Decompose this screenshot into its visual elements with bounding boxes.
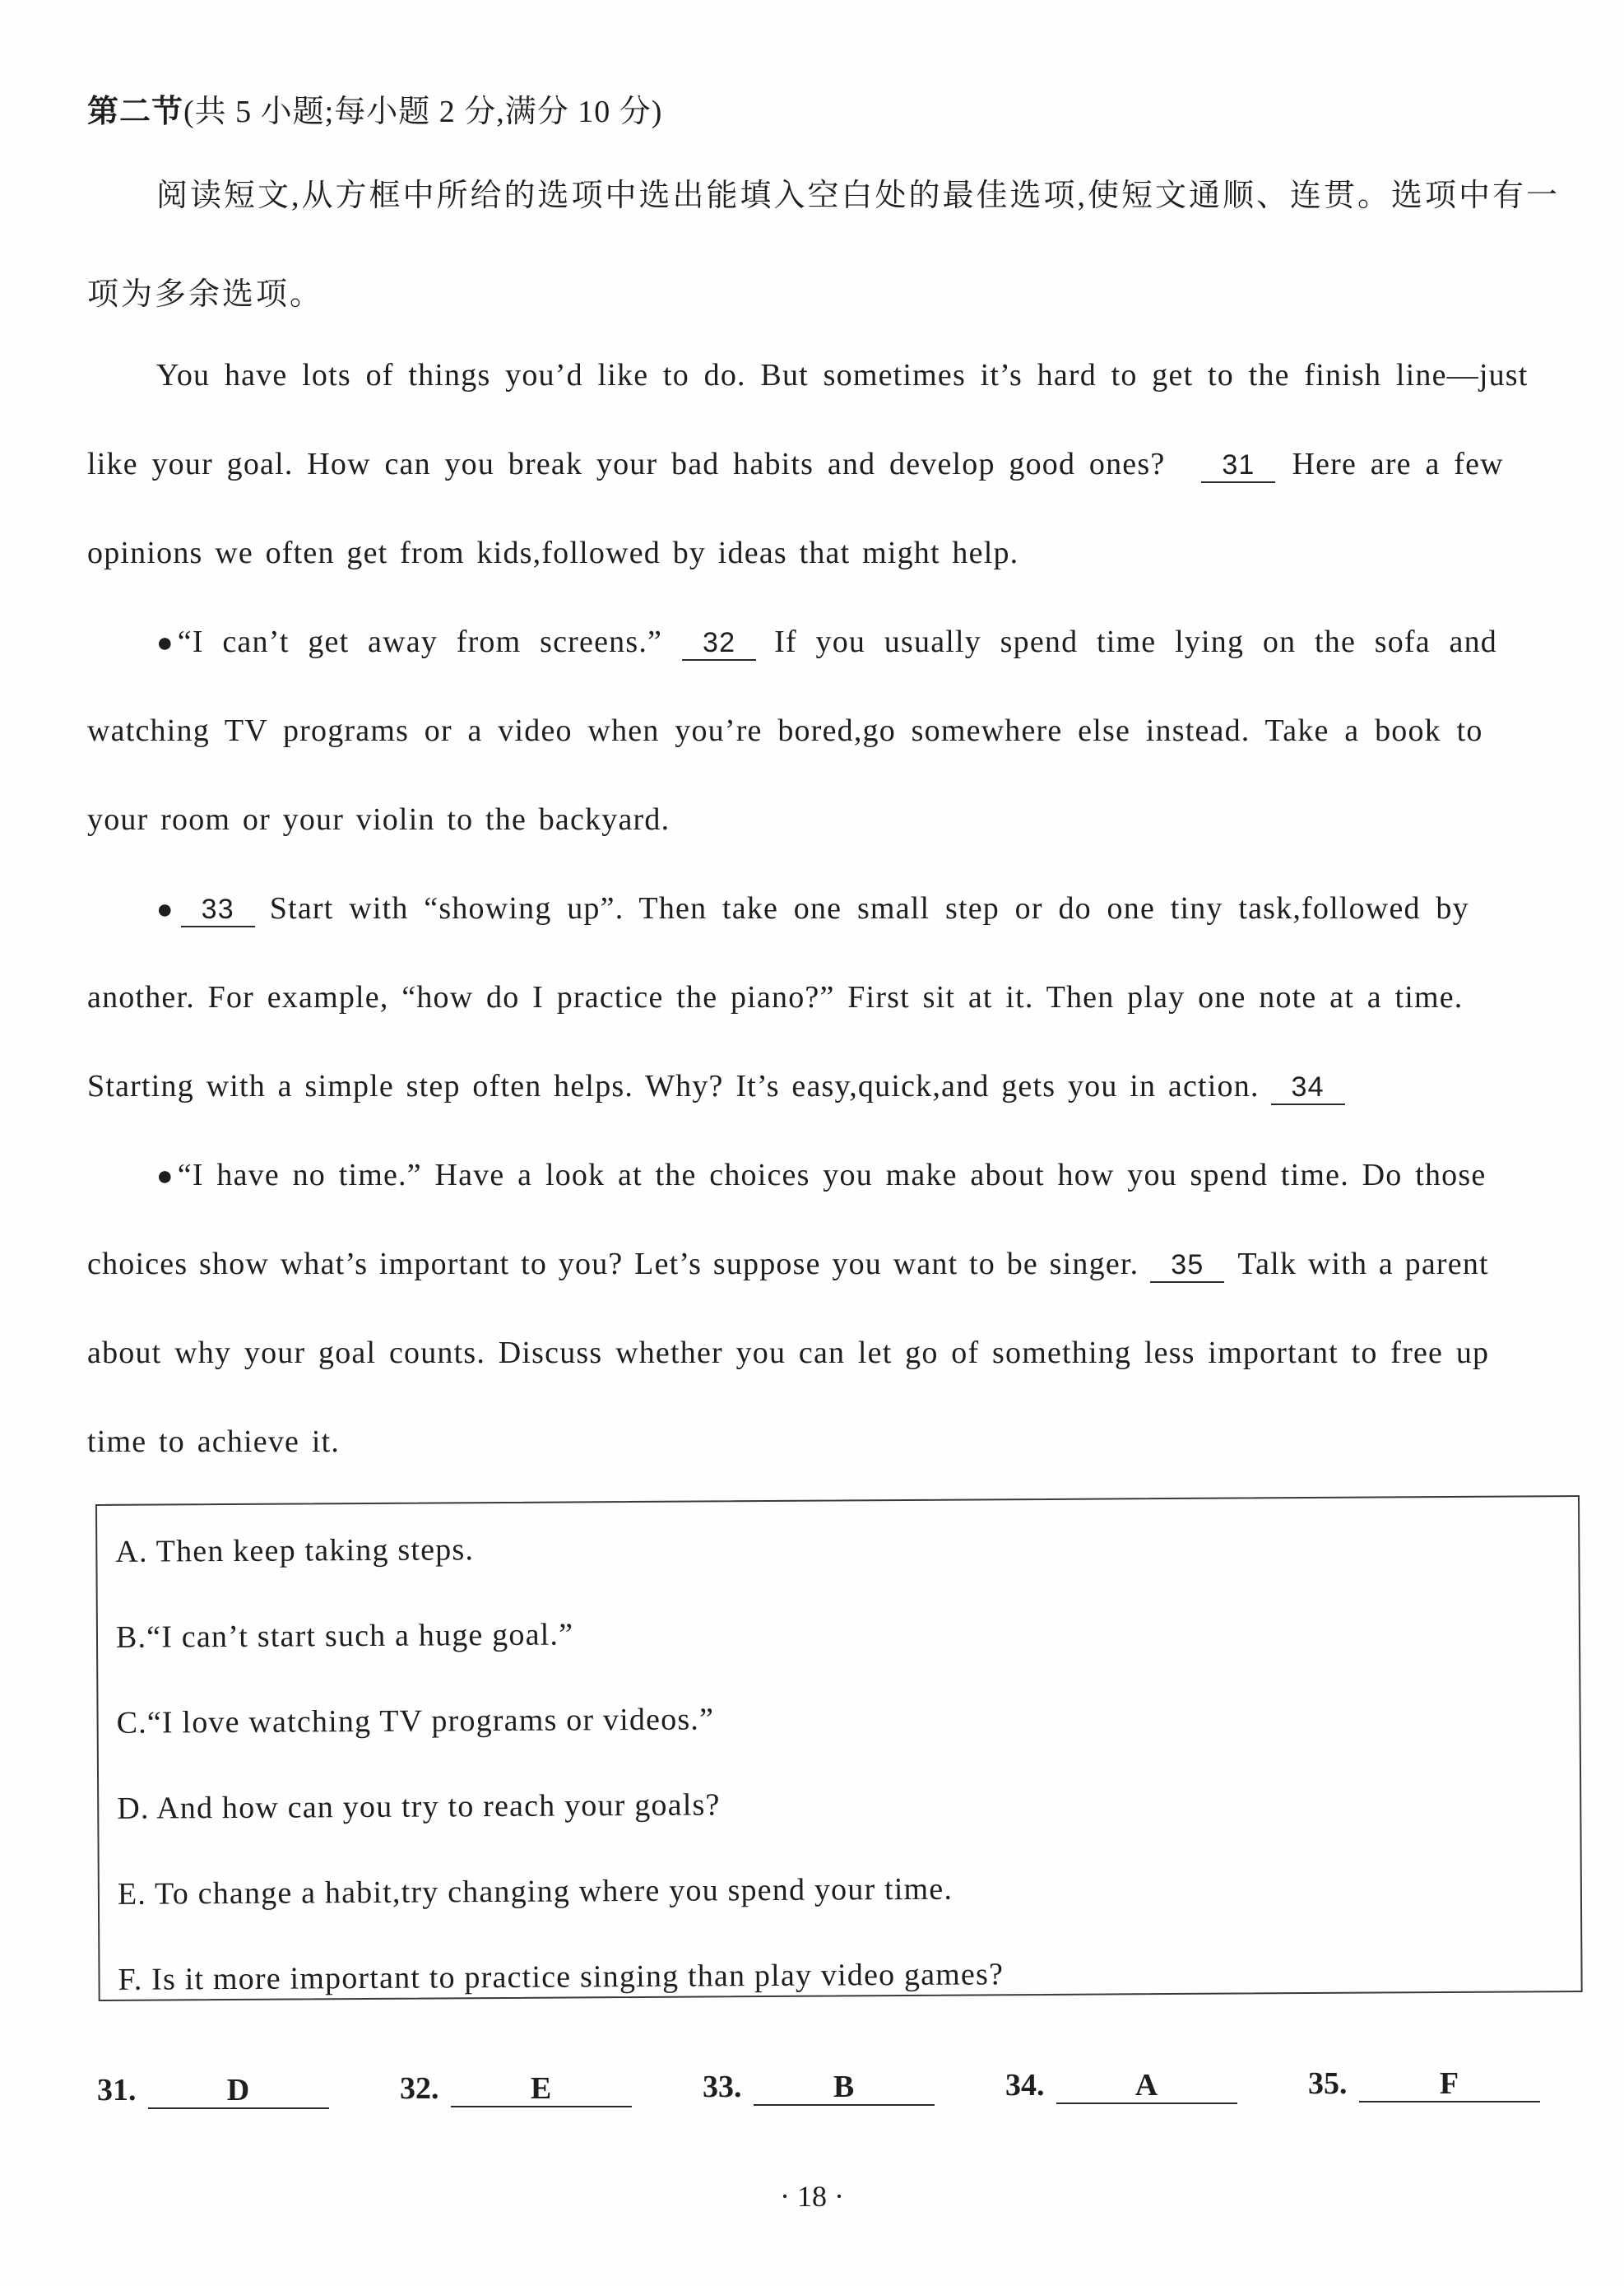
page-number: · 18 ·: [780, 2180, 844, 2213]
bullet-icon: ●: [156, 628, 174, 658]
bullet-icon: ●: [156, 894, 174, 925]
answer-value: F: [1359, 2066, 1540, 2102]
option-f: F. Is it more important to practice singing than play video games?: [118, 1957, 1005, 1997]
passage-text: “I can’t get away from screens.”: [177, 625, 663, 659]
passage-line: [156, 1157, 1486, 1193]
option-d: D. And how can you try to reach your goals?: [117, 1787, 721, 1826]
passage-line: [87, 446, 1504, 483]
answer-value: A: [1056, 2068, 1237, 2104]
passage-text: Start with “showing up”. Then take one small step or do one tiny task,followed by: [269, 891, 1469, 926]
answer-row: [97, 2065, 1545, 2115]
passage-line: You have lots of things you’d like to do. But sometimes it’s hard to get to the finish line—just: [156, 358, 1529, 393]
answer-number: 35.: [1308, 2066, 1348, 2101]
answer-32: [400, 2070, 632, 2107]
passage-text: “I have no time.” Have a look at the choices you make about how you spend time. Do those: [177, 1158, 1487, 1192]
answer-value: D: [148, 2073, 329, 2109]
answer-number: 32.: [400, 2071, 439, 2106]
passage-line: another. For example, “how do I practice the piano?” First sit at it. Then play one note at a time.: [87, 980, 1464, 1015]
passage-line: [156, 624, 1497, 661]
blank-31: 31: [1201, 448, 1275, 483]
answer-number: 33.: [703, 2070, 742, 2104]
instructions-line-2: 项为多余选项。: [87, 277, 324, 312]
answer-34: [1005, 2067, 1237, 2104]
passage-text: Here are a few: [1292, 447, 1504, 481]
passage-text: choices show what’s important to you? Let’s suppose you want to be singer.: [87, 1247, 1139, 1281]
blank-33: 33: [181, 893, 255, 927]
option-e: E. To change a habit,try changing where you spend your time.: [117, 1871, 954, 1912]
option-c: C.“I love watching TV programs or videos.”: [116, 1702, 715, 1740]
answer-31: [97, 2072, 329, 2109]
options-box: [95, 1495, 1583, 2001]
section-title: [87, 86, 662, 131]
passage-text: Starting with a simple step often helps. Why? It’s easy,quick,and gets you in action.: [87, 1069, 1260, 1104]
passage-line: [87, 1068, 1353, 1105]
passage-line: [156, 890, 1469, 927]
blank-35: 35: [1150, 1248, 1224, 1283]
instructions-line-1: 阅读短文,从方框中所给的选项中选出能填入空白处的最佳选项,使短文通顺、连贯。选项中有一: [156, 179, 1561, 213]
passage-text: Talk with a parent: [1237, 1247, 1489, 1281]
answer-33: [703, 2069, 935, 2106]
passage-text: like your goal. How can you break your bad habits and develop good ones?: [87, 447, 1166, 481]
answer-value: B: [754, 2070, 935, 2106]
section-scoring: (共 5 小题;每小题 2 分,满分 10 分): [183, 95, 663, 129]
passage-line: about why your goal counts. Discuss whether you can let go of something less important to free up: [87, 1336, 1490, 1370]
option-a: A. Then keep taking steps.: [115, 1532, 475, 1569]
answer-35: [1308, 2065, 1540, 2102]
blank-34: 34: [1271, 1071, 1345, 1105]
passage-line: opinions we often get from kids,followed by ideas that might help.: [87, 536, 1019, 570]
answer-number: 34.: [1005, 2068, 1045, 2102]
blank-32: 32: [682, 626, 756, 661]
option-b: B.“I can’t start such a huge goal.”: [115, 1617, 574, 1655]
answer-number: 31.: [97, 2073, 137, 2107]
passage-line: watching TV programs or a video when you’re bored,go somewhere else instead. Take a book to: [87, 713, 1483, 748]
section-label: 第二节: [87, 95, 184, 129]
passage-text: If you usually spend time lying on the sofa and: [774, 625, 1497, 659]
passage-line: your room or your violin to the backyard.: [87, 802, 670, 837]
passage-line: [87, 1246, 1489, 1283]
answer-value: E: [451, 2071, 632, 2107]
bullet-icon: ●: [156, 1161, 174, 1192]
passage-line: time to achieve it.: [87, 1424, 341, 1459]
